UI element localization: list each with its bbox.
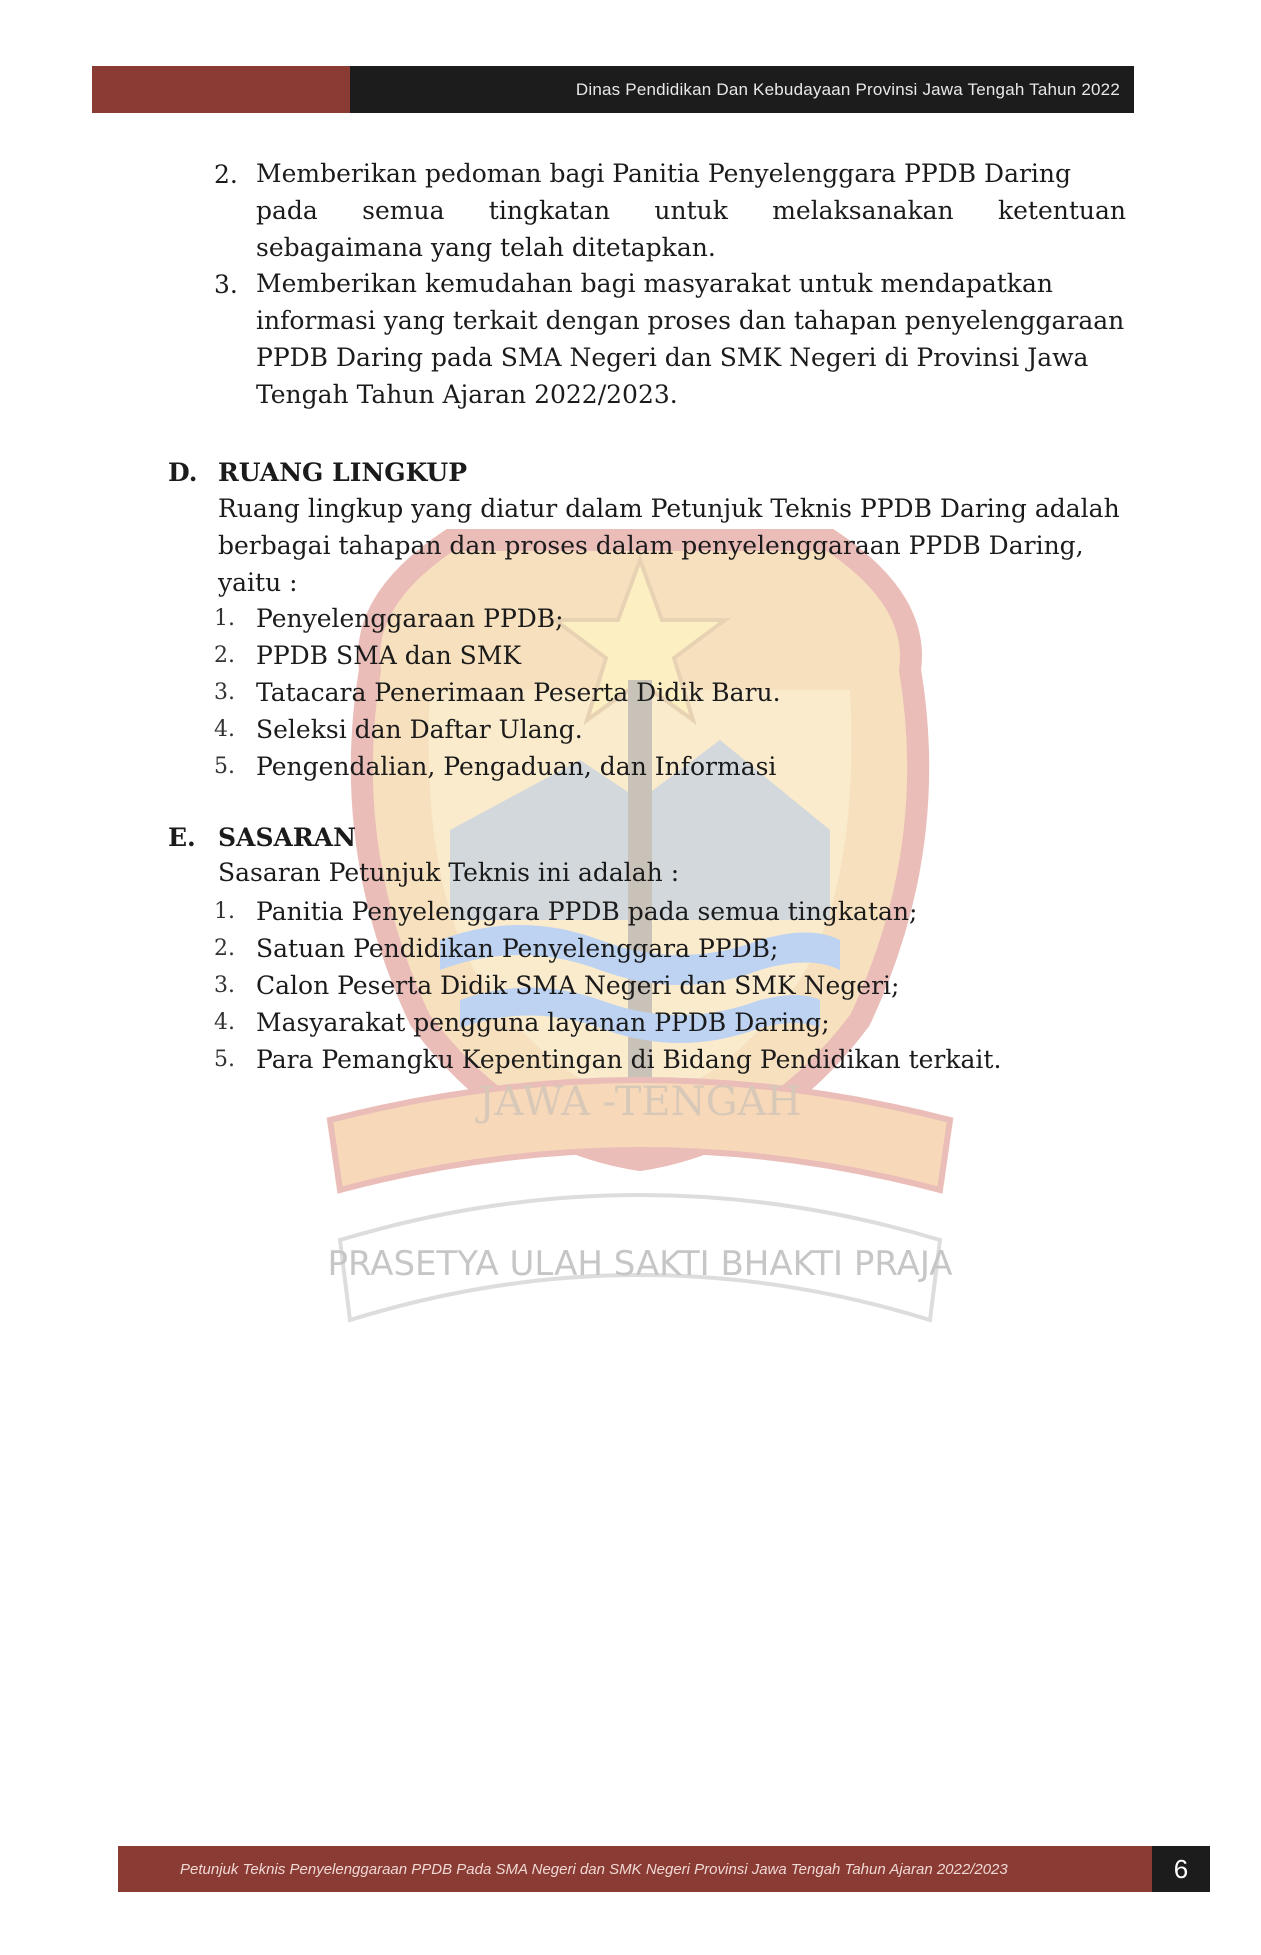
section-title: SASARAN	[218, 823, 356, 852]
list-number: 4.	[214, 717, 235, 742]
emblem-text-bottom: PRASETYA ULAH SAKTI BHAKTI PRAJA	[327, 1244, 953, 1284]
footer-bar	[118, 1846, 1210, 1892]
list-item: Seleksi dan Daftar Ulang.	[256, 715, 583, 744]
text-line: Memberikan kemudahan bagi masyarakat untuk mendapatkan	[256, 269, 1053, 298]
list-number: 2.	[214, 643, 235, 668]
list-item	[256, 155, 1126, 266]
list-item: Para Pemangku Kepentingan di Bidang Pendidikan terkait.	[256, 1045, 1002, 1074]
section-letter: D.	[168, 458, 198, 487]
word: melaksanakan	[772, 196, 954, 225]
header-text: Dinas Pendidikan Dan Kebudayaan Provinsi Jawa Tengah Tahun 2022	[575, 79, 1120, 99]
text-line: Ruang lingkup yang diatur dalam Petunjuk Teknis PPDB Daring adalah	[218, 494, 1120, 523]
section-intro: Sasaran Petunjuk Teknis ini adalah :	[218, 858, 680, 887]
section-letter: E.	[168, 823, 196, 852]
list-item: Masyarakat pengguna layanan PPDB Daring;	[256, 1008, 830, 1037]
page-number: 6	[1152, 1846, 1210, 1892]
text-line: sebagaimana yang telah ditetapkan.	[256, 233, 716, 262]
list-item: Tatacara Penerimaan Peserta Didik Baru.	[256, 678, 781, 707]
list-item: Panitia Penyelenggara PPDB pada semua tingkatan;	[256, 897, 918, 926]
text-line: informasi yang terkait dengan proses dan tahapan penyelenggaraan	[256, 306, 1125, 335]
list-number: 5.	[214, 1047, 235, 1072]
list-number: 1.	[214, 899, 235, 924]
word: untuk	[654, 196, 728, 225]
text-line: Tengah Tahun Ajaran 2022/2023.	[256, 380, 678, 409]
header-dark	[350, 66, 1134, 113]
list-number: 1.	[214, 606, 235, 631]
list-item: Pengendalian, Pengaduan, dan Informasi	[256, 752, 777, 781]
list-number: 2.	[214, 160, 238, 189]
list-item	[256, 265, 1126, 413]
text-line: berbagai tahapan dan proses dalam penyelenggaraan PPDB Daring,	[218, 531, 1084, 560]
word: pada	[256, 196, 318, 225]
section-title: RUANG LINGKUP	[218, 458, 468, 487]
text-line: PPDB Daring pada SMA Negeri dan SMK Negeri di Provinsi Jawa	[256, 343, 1089, 372]
word: semua	[362, 196, 445, 225]
list-number: 2.	[214, 936, 235, 961]
list-item: Penyelenggaraan PPDB;	[256, 604, 564, 633]
header-bar	[92, 66, 1134, 113]
emblem-text-top: JAWA -TENGAH	[478, 1079, 802, 1125]
section-paragraph	[218, 490, 1122, 601]
list-number: 5.	[214, 754, 235, 779]
list-item: PPDB SMA dan SMK	[256, 641, 522, 670]
list-number: 3.	[214, 973, 235, 998]
list-number: 3.	[214, 270, 238, 299]
list-item: Calon Peserta Didik SMA Negeri dan SMK Negeri;	[256, 971, 900, 1000]
footer-text: Petunjuk Teknis Penyelenggaraan PPDB Pada SMA Negeri dan SMK Negeri Provinsi Jawa Tengah Tahun Ajaran 2022/2023	[180, 1860, 1008, 1878]
text-line: yaitu :	[218, 568, 298, 597]
text-line: Memberikan pedoman bagi Panitia Penyelenggara PPDB Daring	[256, 159, 1072, 188]
word: tingkatan	[488, 196, 611, 225]
list-number: 3.	[214, 680, 235, 705]
list-item: Satuan Pendidikan Penyelenggara PPDB;	[256, 934, 779, 963]
text-line-justified	[256, 192, 1126, 229]
header-accent	[92, 66, 350, 113]
list-number: 4.	[214, 1010, 235, 1035]
word: ketentuan	[997, 196, 1126, 225]
